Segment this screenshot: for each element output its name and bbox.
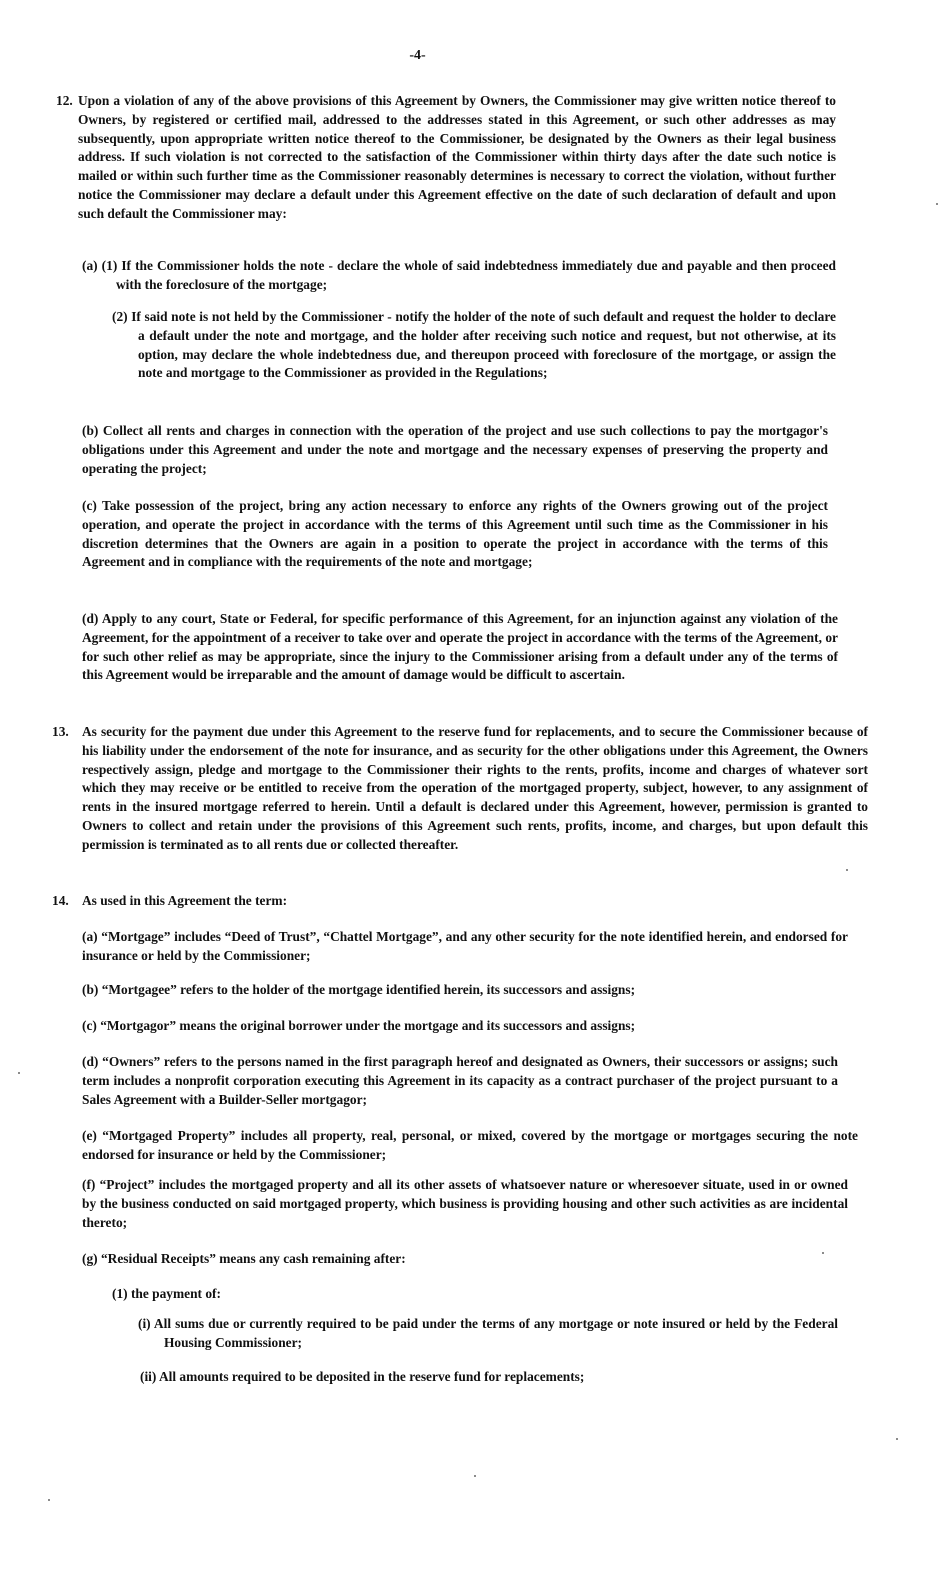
definition-mortgaged-property: (e) “Mortgaged Property” includes all property, real, personal, or mixed, covered by the mortgage or mortgages securing the note endorsed for insurance or held by the Commissioner; <box>82 1128 858 1162</box>
section-14-intro: As used in this Agreement the term: <box>82 893 288 908</box>
section-12-number: 12. <box>56 93 73 108</box>
scan-speck <box>18 1072 20 1074</box>
section-12-a2: (2) If said note is not held by the Commissioner - notify the holder of the note of such default and request the holder to declare a default under the note and mortgage, and the holder after receiving such notice and request, but not otherwise, at its option, may declare the whole indebtedness due, and thereupon proceed with foreclosure of the mortgage, or assign the note and mortgage to the Commissioner as provided in the Regulations; <box>112 309 836 381</box>
section-14-number: 14. <box>52 893 69 908</box>
residual-receipts-item-ii: (ii) All amounts required to be deposited in the reserve fund for replacements; <box>140 1369 585 1384</box>
definition-residual-receipts: (g) “Residual Receipts” means any cash remaining after: <box>82 1251 406 1266</box>
section-13-number: 13. <box>52 724 69 739</box>
residual-receipts-item-i: (i) All sums due or currently required to be paid under the terms of any mortgage or note insured or held by the Federal Housing Commissioner; <box>138 1316 838 1350</box>
definition-mortgagor: (c) “Mortgagor” means the original borrower under the mortgage and its successors and assigns; <box>82 1018 636 1033</box>
section-12-c: (c) Take possession of the project, bring any action necessary to enforce any rights of the Owners growing out of the project operation, and operate the project in accordance with the terms of this Agreement until such time as the Commissioner in his discretion determines that the Owners are again in a position to operate the project in accordance with the terms of this Agreement and in compliance with the requirements of the note and mortgage; <box>82 498 828 570</box>
page-number: -4- <box>409 48 426 63</box>
section-12-d: (d) Apply to any court, State or Federal, for specific performance of this Agreement, for an injunction against any violation of the Agreement, for the appointment of a receiver to take over and operate the project in accordance with the terms of the Agreement, or for such other relief as may be appropriate, since the injury to the Commissioner arising from a default under any of the terms of this Agreement would be irreparable and the amount of damage would be difficult to ascertain. <box>82 611 838 683</box>
scan-speck <box>822 1252 824 1254</box>
scan-speck <box>846 869 848 871</box>
residual-receipts-item-1: (1) the payment of: <box>112 1286 221 1301</box>
scan-speck <box>936 203 938 205</box>
definition-owners: (d) “Owners” refers to the persons named in the first paragraph hereof and designated as Owners, their successors or assigns; such term includes a nonprofit corporation executing this Agreement in its capacity as a contract purchaser of the project pursuant to a Sales Agreement with a Builder-Seller mortgagor; <box>82 1054 838 1107</box>
section-12-a1: (a) (1) If the Commissioner holds the note - declare the whole of said indebtedness immediately due and payable and then proceed with the foreclosure of the mortgage; <box>82 258 836 292</box>
section-12-b: (b) Collect all rents and charges in connection with the operation of the project and use such collections to pay the mortgagor's obligations under this Agreement and under the note and mortgage and the necessary expenses of preserving the property and operating the project; <box>82 423 828 476</box>
section-13-text: As security for the payment due under this Agreement to the reserve fund for replacements, and to secure the Commissioner because of his liability under the endorsement of the note for insurance, and as security for the other obligations under this Agreement, the Owners respectively assign, pledge and mortgage to the Commissioner their rights to the rents, profits, income and charges of whatever sort which they may receive or be entitled to receive from the operation of the mortgaged property, subject, however, to any assignment of rents in the insured mortgage referred to herein. Until a default is declared under this Agreement, however, permission is granted to Owners to collect and retain under the provisions of this Agreement such rents, profits, income, and charges, but upon default this permission is terminated as to all rents due or collected thereafter. <box>82 724 868 852</box>
scan-speck <box>896 1438 898 1440</box>
definition-project: (f) “Project” includes the mortgaged property and all its other assets of whatsoever nature or wheresoever situate, used in or owned by the business conducted on said mortgaged property, which business is providing housing and other such activities as are incidental thereto; <box>82 1177 848 1230</box>
scan-speck <box>48 1499 50 1501</box>
definition-mortgage: (a) “Mortgage” includes “Deed of Trust”, “Chattel Mortgage”, and any other security for the note identified herein, and endorsed for insurance or held by the Commissioner; <box>82 929 848 963</box>
definition-mortgagee: (b) “Mortgagee” refers to the holder of the mortgage identified herein, its successors and assigns; <box>82 982 636 997</box>
section-12-intro: Upon a violation of any of the above provisions of this Agreement by Owners, the Commissioner may give written notice thereof to Owners, by registered or certified mail, addressed to the addresses stated in this Agreement, or such other addresses as may subsequently, upon appropriate written notice thereof to the Commissioner, be designated by the Owners as their legal business address. If such violation is not corrected to the satisfaction of the Commissioner within thirty days after the date such notice is mailed or within such further time as the Commissioner reasonably determines is necessary to correct the violation, without further notice the Commissioner may declare a default under this Agreement effective on the date of such declaration of default and upon such default the Commissioner may: <box>78 93 836 221</box>
scan-speck <box>474 1475 476 1477</box>
